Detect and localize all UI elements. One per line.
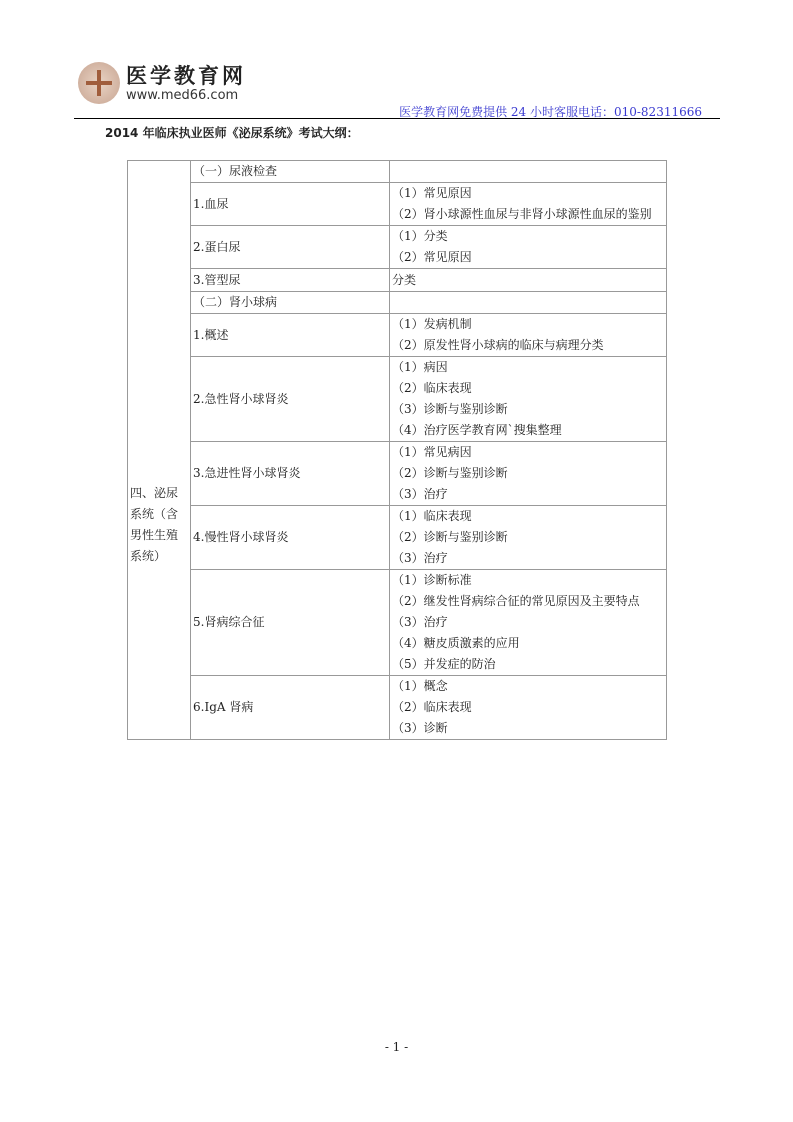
topic-cell: 3.急进性肾小球肾炎 [191, 442, 390, 506]
table-row [128, 442, 667, 506]
topic-cell: 3.管型尿 [191, 269, 390, 292]
item-text: （1）临床表现 [392, 509, 472, 523]
items-cell [390, 676, 667, 740]
item-text: （3）治疗 [392, 487, 448, 501]
header-hotline: 医学教育网免费提供 24 小时客服电话：010-82311666 [399, 105, 702, 119]
table-row [128, 183, 667, 226]
topic-cell: 5.肾病综合征 [191, 570, 390, 676]
table-row [128, 506, 667, 570]
page-number: - 1 - [384, 1040, 409, 1054]
item-text: （2）临床表现 [392, 381, 472, 395]
items-cell [390, 570, 667, 676]
table-row [128, 314, 667, 357]
items-cell [390, 442, 667, 506]
item-text: （4）糖皮质激素的应用 [392, 636, 520, 650]
item-text: （2）原发性肾小球病的临床与病理分类 [392, 338, 604, 352]
item-text: （1）病因 [392, 360, 448, 374]
logo [76, 58, 256, 110]
item-text: （1）发病机制 [392, 317, 472, 331]
item-text: （4）治疗医学教育网`搜集整理 [392, 423, 562, 437]
topic-cell: 6.IgA 肾病 [191, 676, 390, 740]
item-text: （3）治疗 [392, 551, 448, 565]
item-text: （2）常见原因 [392, 250, 472, 264]
item-text: （2）诊断与鉴别诊断 [392, 466, 508, 480]
items-cell [390, 269, 667, 292]
header-divider [74, 118, 720, 119]
items-cell [390, 183, 667, 226]
topic-cell: 1.血尿 [191, 183, 390, 226]
item-text: （2）肾小球源性血尿与非肾小球源性血尿的鉴别 [392, 207, 652, 221]
topic-cell: 1.概述 [191, 314, 390, 357]
item-text: （1）分类 [392, 229, 448, 243]
items-cell [390, 314, 667, 357]
table-row [128, 676, 667, 740]
topic-cell: 4.慢性肾小球肾炎 [191, 506, 390, 570]
topic-cell: 2.急性肾小球肾炎 [191, 357, 390, 442]
item-text: （3）诊断与鉴别诊断 [392, 402, 508, 416]
items-cell [390, 357, 667, 442]
item-text: （1）诊断标准 [392, 573, 472, 587]
item-text: （2）继发性肾病综合征的常见原因及主要特点 [392, 594, 640, 608]
logo-name: 医学教育网 [126, 64, 246, 88]
item-text: （1）常见病因 [392, 445, 472, 459]
document-title: 2014 年临床执业医师《泌尿系统》考试大纲： [105, 126, 359, 140]
item-text: （3）诊断 [392, 721, 448, 735]
logo-url: www.med66.com [126, 88, 239, 103]
item-text: （1）常见原因 [392, 186, 472, 200]
item-text: （2）临床表现 [392, 700, 472, 714]
items-cell [390, 226, 667, 269]
chapter-cell: 四、泌尿系统（含男性生殖系统） [128, 161, 191, 740]
item-text: （1）概念 [392, 679, 448, 693]
item-text: （3）治疗 [392, 615, 448, 629]
table-row [128, 292, 667, 314]
table-row [128, 161, 667, 183]
items-cell [390, 292, 667, 314]
table-row [128, 269, 667, 292]
table-row [128, 357, 667, 442]
logo-cross-icon [78, 62, 120, 104]
items-cell [390, 506, 667, 570]
topic-cell: 2.蛋白尿 [191, 226, 390, 269]
items-cell [390, 161, 667, 183]
item-text: 分类 [392, 272, 417, 287]
table-row [128, 570, 667, 676]
topic-cell: （二）肾小球病 [191, 292, 390, 314]
table-row [128, 226, 667, 269]
item-text: （2）诊断与鉴别诊断 [392, 530, 508, 544]
topic-cell: （一）尿液检查 [191, 161, 390, 183]
syllabus-table [127, 160, 667, 740]
item-text: （5）并发症的防治 [392, 657, 496, 671]
